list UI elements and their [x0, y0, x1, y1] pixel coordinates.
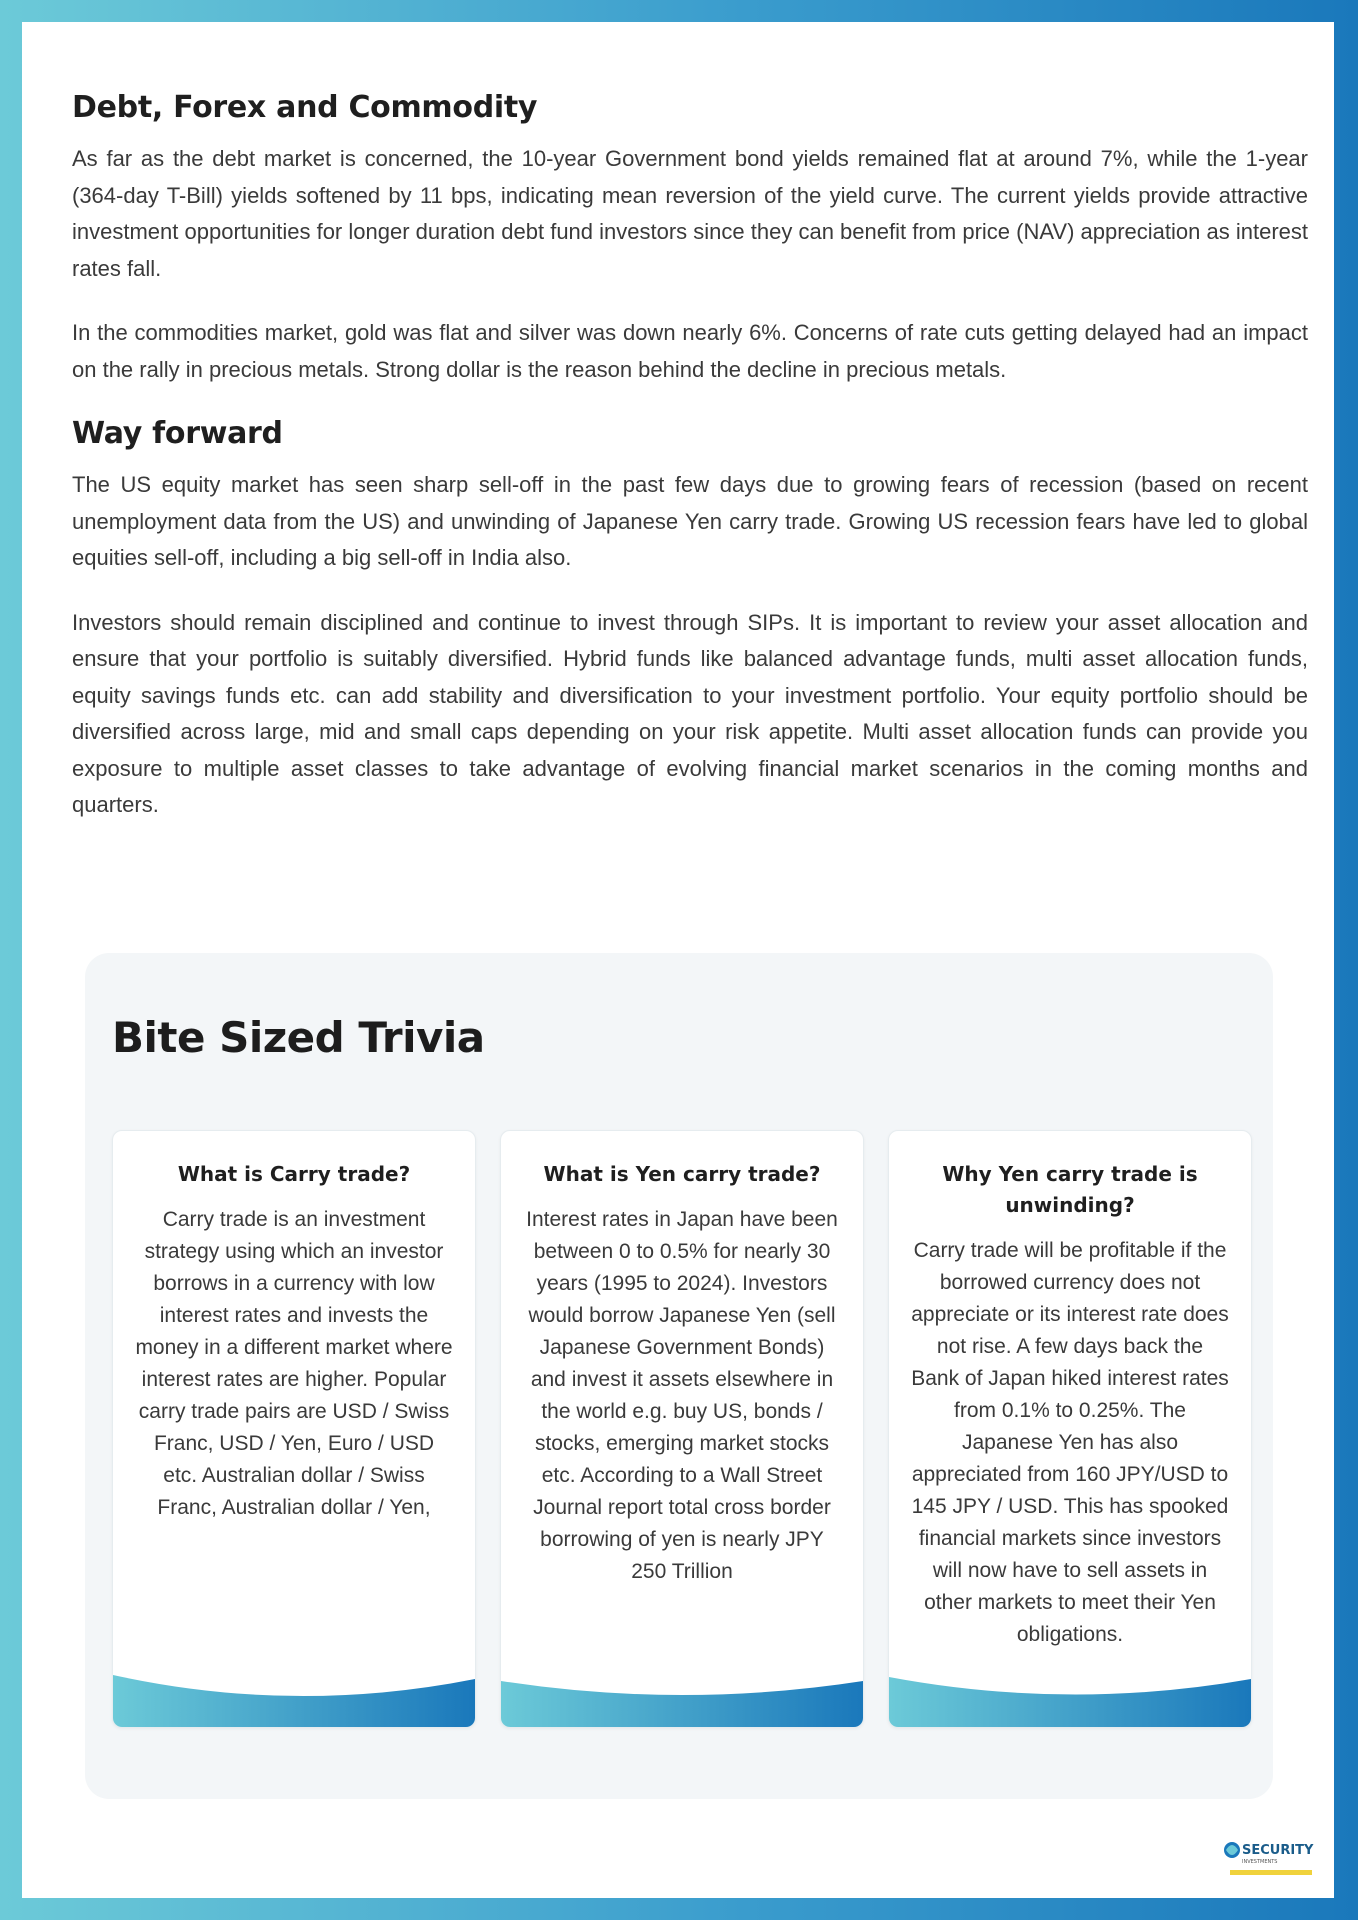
- card-wave-decoration: [889, 1667, 1251, 1727]
- trivia-title: Bite Sized Trivia: [112, 1013, 485, 1062]
- card-wave-decoration: [501, 1667, 863, 1727]
- card-text: Carry trade will be profitable if the borrowed currency does not appreciate or its interest rate does not rise. A few days back the Bank of Japan hiked interest rates from 0.1% to 0.25%. The Japanese Yen has also appreciated from 160 JPY/USD to 145 JPY / USD. This has spooked financial markets since investors will now have to sell assets in other markets to meet their Yen obligations.: [911, 1239, 1229, 1646]
- card-wave-decoration: [113, 1667, 475, 1727]
- trivia-card-yen-carry-trade: [500, 1130, 864, 1728]
- paragraph-debt-market: As far as the debt market is concerned, the 10-year Government bond yields remained flat at around 7%, while the 1-year (364-day T-Bill) yields softened by 11 bps, indicating mean reversion of the yield curve. The current yields provide attractive investment opportunities for longer duration debt fund investors since they can benefit from price (NAV) appreciation as interest rates fall.: [72, 146, 1308, 281]
- logo-sub: INVESTMENTS: [1242, 1859, 1278, 1865]
- card-text: Carry trade is an investment strategy using which an investor borrows in a currency with low interest rates and invests the money in a different market where interest rates are higher. Popular carry trade pairs are USD / Swiss Franc, USD / Yen, Euro / USD etc. Australian dollar / Swiss Franc, Australian dollar / Yen,: [135, 1208, 453, 1519]
- article-content: [72, 90, 1308, 852]
- paragraph-investors: Investors should remain disciplined and continue to invest through SIPs. It is important to review your asset allocation and ensure that your portfolio is suitably diversified. Hybrid funds like balanced advantage funds, multi asset allocation funds, equity savings funds etc. can add stability and diversification to your investment portfolio. Your equity portfolio should be diversified across large, mid and small caps depending on your risk appetite. Multi asset allocation funds can provide you exposure to multiple asset classes to take advantage of evolving financial market scenarios in the coming months and quarters.: [72, 609, 1308, 817]
- card-title: What is Yen carry trade?: [543, 1162, 821, 1186]
- trivia-card-yen-unwinding: [888, 1130, 1252, 1728]
- trivia-card-carry-trade: [112, 1130, 476, 1728]
- card-text: Interest rates in Japan have been between 0 to 0.5% for nearly 30 years (1995 to 2024). Investors would borrow Japanese Yen (sell Japanese Government Bonds) and invest it assets elsewhere in the world e.g. buy US, bonds / stocks, emerging market stocks etc. According to a Wall Street Journal report total cross border borrowing of yen is nearly JPY 250 Trillion: [526, 1208, 838, 1583]
- page: [22, 22, 1334, 1898]
- security-logo: [1222, 1838, 1318, 1882]
- section-title-debt: Debt, Forex and Commodity: [72, 90, 538, 125]
- card-title: What is Carry trade?: [177, 1162, 411, 1186]
- section-title-way-forward: Way forward: [72, 416, 283, 451]
- paragraph-commodities: In the commodities market, gold was flat and silver was down nearly 6%. Concerns of rate cuts getting delayed had an impact on the rally in precious metals. Strong dollar is the reason behind the decline in precious metals.: [72, 320, 1308, 382]
- card-title: Why Yen carry trade is unwinding?: [942, 1162, 1198, 1217]
- trivia-panel: [85, 953, 1273, 1799]
- logo-name: SECURITY: [1242, 1843, 1314, 1858]
- paragraph-us-equity: The US equity market has seen sharp sell-off in the past few days due to growing fears of recession (based on recent unemployment data from the US) and unwinding of Japanese Yen carry trade. Growing US recession fears have led to global equities sell-off, including a big sell-off in India also.: [72, 472, 1308, 570]
